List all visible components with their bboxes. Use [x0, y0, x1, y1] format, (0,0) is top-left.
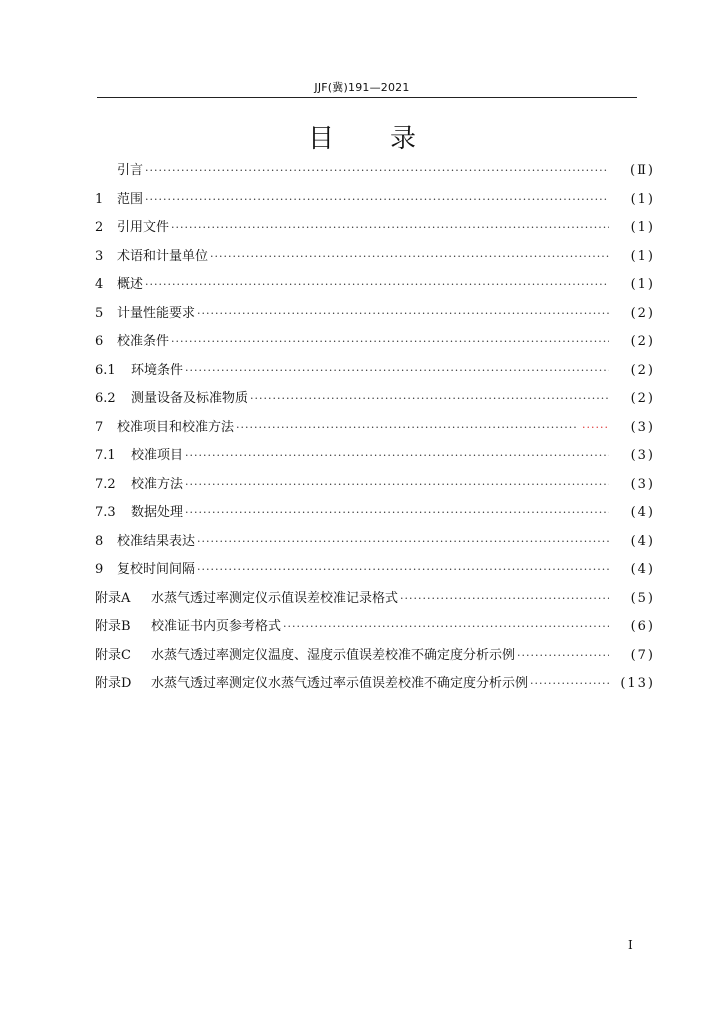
toc-entry-page: (2): [630, 334, 655, 349]
toc-entry-scope[interactable]: [95, 186, 655, 215]
toc-entry-page: (4): [630, 562, 655, 577]
toc-entry-number: 4: [95, 277, 104, 292]
document-code-header: JJF(冀)191—2021: [314, 81, 410, 94]
dot-leader: [185, 357, 609, 386]
page-folio: I: [628, 938, 633, 952]
toc-entry-appendix-c[interactable]: [95, 642, 655, 671]
toc-entry-page: (2): [630, 305, 655, 321]
dot-leader: [197, 556, 609, 585]
toc-entry-title: 水蒸气透过率测定仪水蒸气透过率示值误差校准不确定度分析示例: [151, 676, 529, 691]
dot-leader: [283, 613, 609, 642]
toc-entry-page: (2): [630, 362, 655, 378]
toc-entry-number: 8: [95, 533, 104, 549]
dot-leader: [145, 271, 609, 300]
toc-entry-number: 附录D: [95, 676, 132, 691]
toc-entry-title: 校准证书内页参考格式: [151, 619, 282, 634]
dot-leader: [171, 214, 609, 243]
toc-entry-title: 数据处理: [131, 505, 184, 520]
dot-leader: [185, 442, 609, 471]
dot-leader: [236, 414, 578, 443]
toc-entry-number: 5: [95, 305, 104, 321]
table-of-contents: [95, 157, 655, 699]
toc-entry-page: (1): [630, 277, 655, 292]
toc-entry-number: 6.1: [95, 362, 116, 378]
toc-entry-page: (Ⅱ): [630, 163, 655, 178]
toc-entry-page: (4): [630, 505, 655, 520]
toc-entry-title: 校准方法: [131, 476, 184, 492]
dot-leader: [400, 585, 609, 614]
toc-entry-title: 测量设备及标准物质: [131, 391, 249, 406]
dot-leader: [145, 186, 609, 215]
toc-entry-requirements[interactable]: [95, 300, 655, 329]
toc-entry-title: 范围: [117, 191, 144, 207]
toc-entry-number: 3: [95, 248, 104, 264]
toc-entry-calibration-methods[interactable]: [95, 471, 655, 500]
toc-entry-introduction[interactable]: [95, 157, 655, 186]
red-dot-leader: ······: [582, 420, 609, 434]
toc-entry-title: 概述: [117, 277, 144, 292]
toc-entry-title: 术语和计量单位: [117, 248, 209, 264]
toc-entry-number: 7: [95, 419, 104, 435]
toc-entry-page: (13): [620, 676, 655, 691]
dot-leader: [171, 328, 609, 357]
toc-entry-number: 附录A: [95, 590, 131, 606]
toc-entry-page: (2): [630, 391, 655, 406]
toc-entry-number: 1: [95, 191, 104, 207]
toc-entry-number: 附录B: [95, 619, 131, 634]
toc-entry-recalibration-interval[interactable]: [95, 556, 655, 585]
toc-entry-title: 校准项目和校准方法: [117, 419, 235, 435]
toc-entry-page: (4): [630, 533, 655, 549]
toc-entry-page: (5): [630, 590, 655, 606]
dot-leader: [517, 642, 609, 671]
toc-entry-calibration-items-methods[interactable]: [95, 414, 655, 443]
toc-entry-title: 环境条件: [131, 362, 184, 378]
toc-entry-environment[interactable]: [95, 357, 655, 386]
toc-entry-equipment[interactable]: [95, 385, 655, 414]
page-title: 目录: [307, 124, 472, 154]
toc-entry-terms[interactable]: [95, 243, 655, 272]
toc-entry-title: 复校时间间隔: [117, 562, 196, 577]
toc-entry-title: 校准结果表达: [117, 533, 196, 549]
toc-entry-title: 校准项目: [131, 448, 184, 463]
toc-entry-number: 7.1: [95, 448, 116, 463]
dot-leader: [210, 243, 609, 272]
toc-entry-title: 计量性能要求: [117, 305, 196, 321]
dot-leader: [185, 471, 609, 500]
toc-entry-page: (1): [630, 191, 655, 207]
toc-entry-number: 6: [95, 334, 104, 349]
toc-entry-number: 6.2: [95, 391, 116, 406]
toc-entry-title: 引用文件: [117, 220, 170, 235]
toc-entry-title: 水蒸气透过率测定仪示值误差校准记录格式: [151, 590, 399, 606]
dot-leader: [530, 670, 609, 699]
toc-entry-appendix-a[interactable]: [95, 585, 655, 614]
toc-entry-calibration-items[interactable]: [95, 442, 655, 471]
toc-entry-number: 9: [95, 562, 104, 577]
toc-entry-title: 水蒸气透过率测定仪温度、湿度示值误差校准不确定度分析示例: [151, 647, 516, 663]
toc-entry-calibration-conditions[interactable]: [95, 328, 655, 357]
toc-entry-data-processing[interactable]: [95, 499, 655, 528]
toc-entry-page: (3): [630, 419, 655, 435]
toc-entry-page: (6): [630, 619, 655, 634]
toc-entry-overview[interactable]: [95, 271, 655, 300]
toc-entry-number: 2: [95, 220, 104, 235]
toc-entry-number: 附录C: [95, 647, 131, 663]
dot-leader: [185, 499, 609, 528]
toc-entry-results-expression[interactable]: [95, 528, 655, 557]
toc-entry-number: 7.3: [95, 505, 116, 520]
toc-entry-number: 7.2: [95, 476, 116, 492]
dot-leader: [145, 157, 609, 186]
dot-leader: [197, 528, 609, 557]
toc-entry-title: 校准条件: [117, 334, 170, 349]
toc-entry-references[interactable]: [95, 214, 655, 243]
toc-entry-page: (3): [630, 476, 655, 492]
toc-entry-title: 引言: [117, 163, 144, 178]
toc-entry-page: (7): [630, 647, 655, 663]
toc-entry-page: (1): [630, 248, 655, 264]
toc-entry-page: (3): [630, 448, 655, 463]
toc-entry-appendix-b[interactable]: [95, 613, 655, 642]
dot-leader: [197, 300, 609, 329]
header-rule: [97, 97, 637, 98]
toc-entry-appendix-d[interactable]: [95, 670, 655, 699]
dot-leader: [250, 385, 609, 414]
toc-entry-page: (1): [630, 220, 655, 235]
